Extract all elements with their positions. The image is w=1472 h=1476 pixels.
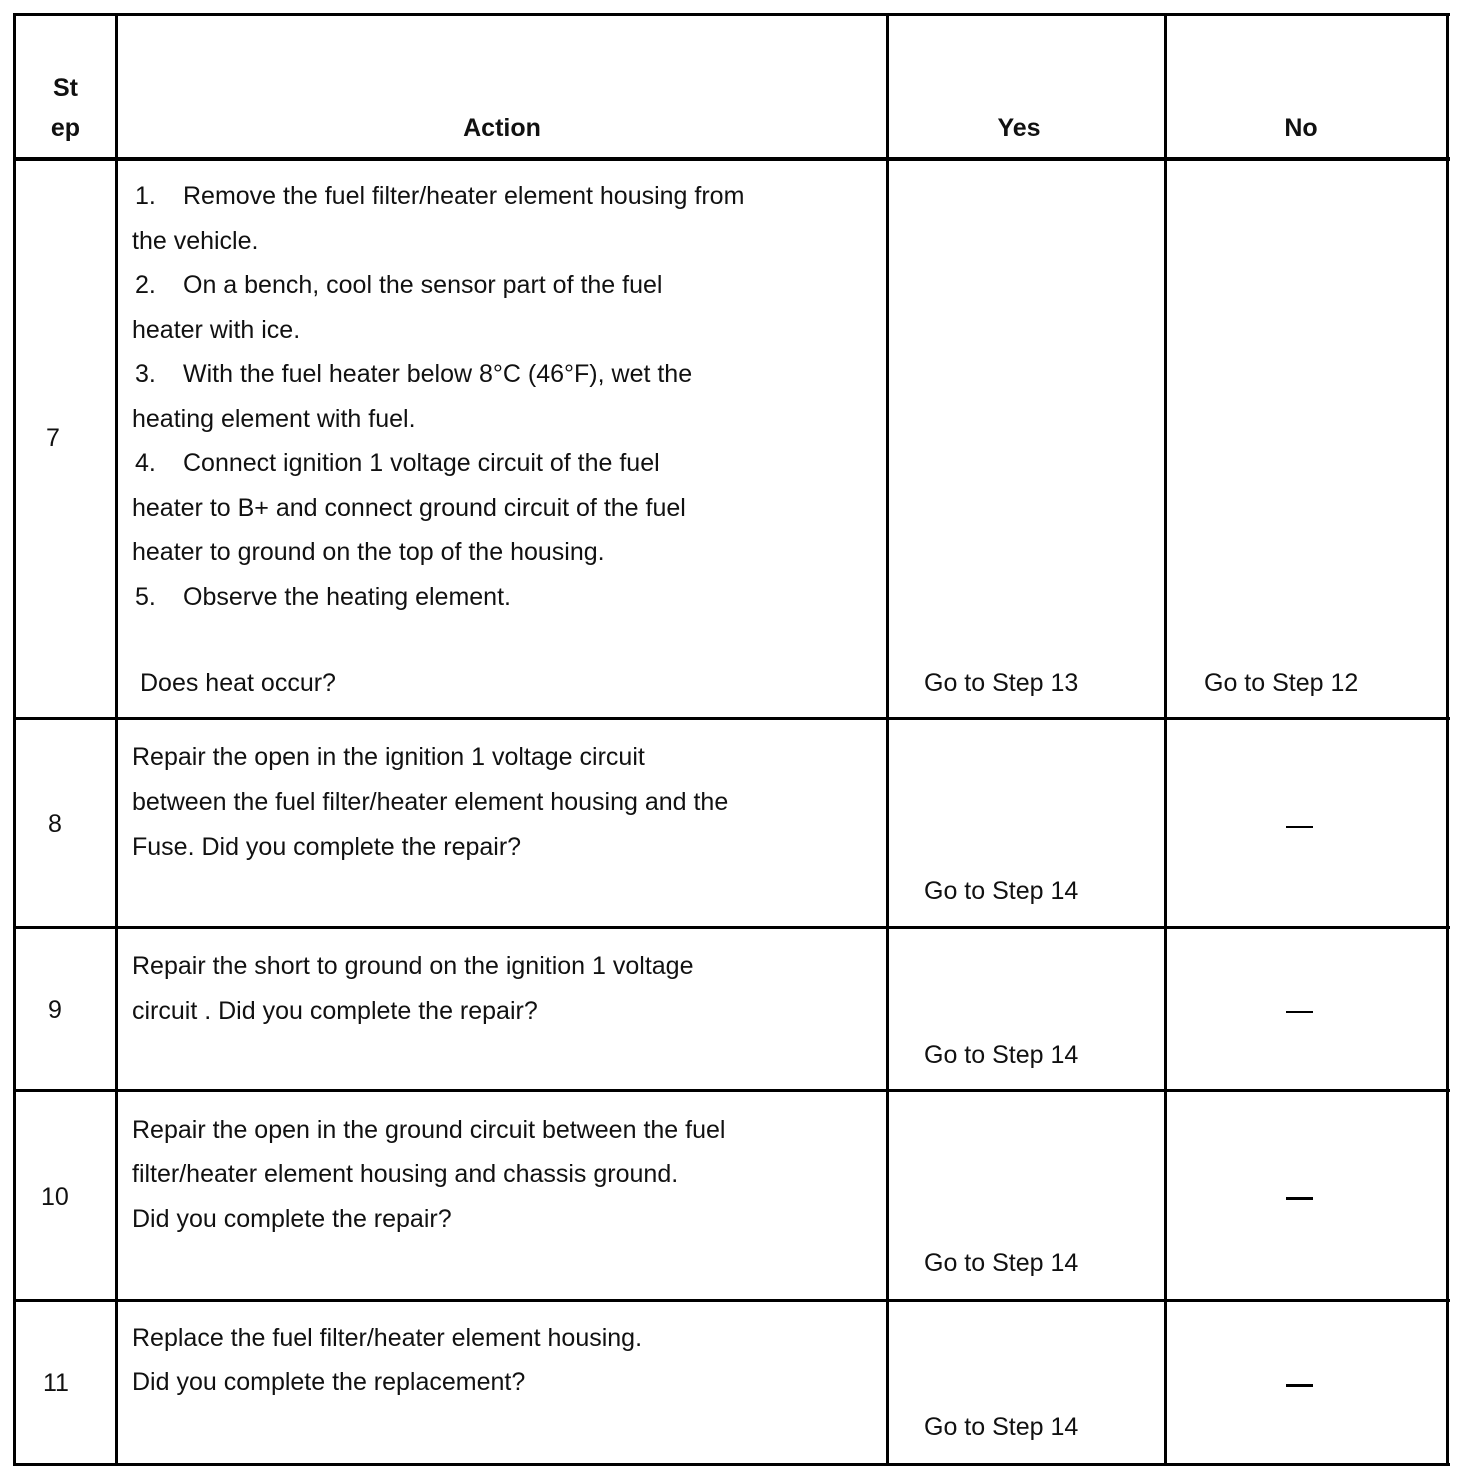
action-text-line: Repair the open in the ground circuit between the fuel [132,1116,726,1144]
step-number: 10 [41,1183,69,1211]
row-divider [13,717,1450,720]
row-divider [13,1299,1450,1302]
action-text-line: Did you complete the repair? [132,1205,452,1233]
list-item [132,352,692,397]
list-item-continuation: heater with ice. [132,315,301,344]
list-item-number: 2. [135,271,156,299]
list-item [132,174,744,219]
header-step-line1: St [53,74,78,102]
list-item-text: On a bench, cool the sensor part of the fuel [183,271,663,299]
step-number: 8 [48,810,62,838]
list-item-text: Connect ignition 1 voltage circuit of the fuel [183,449,660,477]
list-item-number: 4. [135,449,156,477]
list-item-number: 1. [135,182,156,210]
column-divider [886,13,889,1466]
table-border-right [1446,13,1449,1466]
step-number: 11 [43,1369,69,1397]
no-cell-dash [1286,1197,1313,1200]
no-cell [1286,808,1287,809]
no-cell [1286,1366,1287,1367]
list-item-continuation: heater to ground on the top of the housing. [132,538,605,566]
list-item-text: Observe the heating element. [183,582,511,611]
list-item-continuation: heating element with fuel. [132,404,416,433]
step-number: 9 [48,996,62,1024]
list-item [132,575,511,620]
header-no: No [1284,114,1318,142]
list-item-number: 3. [135,360,156,388]
header-action: Action [463,114,541,142]
table-border-bottom [13,1463,1450,1466]
no-cell [1286,1180,1287,1181]
action-text-line: Repair the open in the ignition 1 voltage circuit [132,743,645,771]
header-divider [13,157,1450,161]
row-divider [13,1089,1450,1092]
yes-cell: Go to Step 14 [924,877,1079,905]
list-item-text: Remove the fuel filter/heater element housing from [183,182,745,210]
action-text-line: Did you complete the replacement? [132,1368,526,1396]
action-text-line: Replace the fuel filter/heater element housing. [132,1324,643,1352]
list-item [132,441,660,486]
no-cell-dash [1286,1384,1313,1387]
action-text-line: between the fuel filter/heater element housing and the [132,788,729,816]
list-item-continuation: heater to B+ and connect ground circuit of the fuel [132,493,686,522]
header-step-line2: ep [50,114,81,142]
action-text-line: Fuse. Did you complete the repair? [132,833,522,861]
no-cell: Go to Step 12 [1204,669,1359,697]
yes-cell: Go to Step 13 [924,669,1079,697]
no-cell [1286,994,1287,995]
action-text-line: filter/heater element housing and chassis ground. [132,1160,679,1188]
list-item [132,263,662,308]
list-item-number: 5. [135,582,156,611]
yes-cell: Go to Step 14 [924,1413,1079,1441]
yes-cell: Go to Step 14 [924,1249,1079,1277]
action-question: Does heat occur? [140,669,336,697]
action-text-line: Repair the short to ground on the ignition 1 voltage [132,952,694,980]
no-cell-dash [1286,1011,1313,1013]
column-divider [1164,13,1167,1466]
step-number: 7 [46,424,60,452]
table-border-top [13,13,1450,16]
column-divider [115,13,118,1466]
yes-cell: Go to Step 14 [924,1041,1079,1069]
no-cell-dash [1286,826,1313,828]
header-step [16,68,115,148]
table-border-left [13,13,16,1466]
list-item-continuation: the vehicle. [132,226,259,255]
action-text-line: circuit . Did you complete the repair? [132,997,538,1025]
row-divider [13,926,1450,929]
list-item-text: With the fuel heater below 8°C (46°F), wet the [183,360,693,388]
header-yes: Yes [997,114,1041,142]
